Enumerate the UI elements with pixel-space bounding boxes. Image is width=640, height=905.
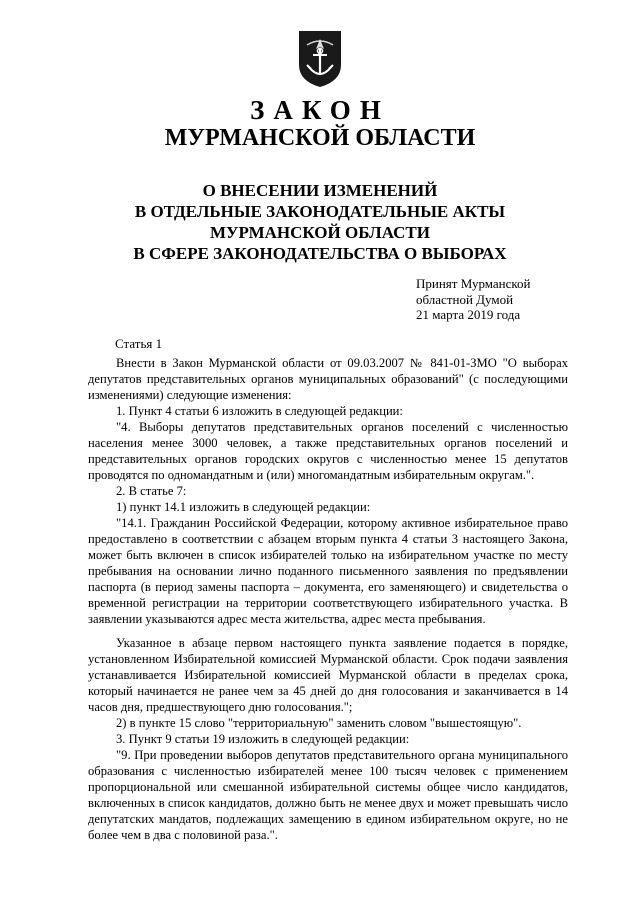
paragraph: Указанное в абзаце первом настоящего пункта заявление подается в порядке, установленном Избирательной комиссией Мурманской области. Срок подачи заявления устанавливается Избирательной комиссией Мурманской области в пределах срока, который начинается не ранее чем за 45 дней до дня голосования и заканчивается в 14 часов дня, предшествующего дню голосования."; xyxy=(88,636,568,714)
amendment-title-line: В ОТДЕЛЬНЫЕ ЗАКОНОДАТЕЛЬНЫЕ АКТЫ xyxy=(134,202,506,221)
adoption-date: 21 марта 2019 года xyxy=(416,307,521,322)
paragraph: 2) в пункте 15 слово "территориальную" заменить словом "вышестоящую". xyxy=(116,716,522,730)
law-title: ЗАКОН xyxy=(250,95,390,125)
coat-of-arms-emblem xyxy=(295,27,345,89)
paragraph: "4. Выборы депутатов представительных органов поселений с численностью населения менее 3000 человек, а также представительных органов поселений и представительных органов городских округов с численностью менее 15 депутатов проводятся по одномандатным и (или) многомандатным избирательным округам.". xyxy=(88,420,568,482)
amendment-title-line: О ВНЕСЕНИИ ИЗМЕНЕНИЙ xyxy=(202,181,438,200)
paragraph: "14.1. Гражданин Российской Федерации, которому активное избирательное право предоставлено в соответствии с абзацем вторым пункта 4 статьи 3 настоящего Закона, может быть включен в список избирателей только на избирательном участке по месту пребывания на основании лично поданного письменного заявления по предъявлении паспорта (в период замены паспорта – документа, его заменяющего) и свидетельства о временной регистрации на территории соответствующего избирательного участка. В заявлении указываются адрес места жительства, адрес места пребывания. xyxy=(88,516,568,626)
article-body xyxy=(88,355,568,843)
paragraph: 1. Пункт 4 статьи 6 изложить в следующей редакции: xyxy=(116,404,403,418)
adoption-info xyxy=(416,276,531,323)
article-heading: Статья 1 xyxy=(115,336,163,351)
amendment-title-line: В СФЕРЕ ЗАКОНОДАТЕЛЬСТВА О ВЫБОРАХ xyxy=(133,244,507,263)
paragraph: 1) пункт 14.1 изложить в следующей редакции: xyxy=(116,500,371,514)
paragraph: "9. При проведении выборов депутатов представительного органа муниципального образования с численностью избирателей менее 100 тысяч человек с применением пропорциональной или смешанной избирательной системы общее число кандидатов, включенных в список кандидатов, должно быть не менее двух и может превышать число депутатских мандатов, подлежащих замещению в едином избирательном округе, но не более чем в два с половиной раза.". xyxy=(88,748,568,842)
adoption-line: областной Думой xyxy=(416,291,514,307)
adoption-line: Принят Мурманской xyxy=(416,276,531,291)
amendment-title xyxy=(0,180,640,264)
paragraph: 3. Пункт 9 статьи 19 изложить в следующей редакции: xyxy=(116,732,410,746)
paragraph: 2. В статье 7: xyxy=(116,484,187,498)
amendment-title-line: МУРМАНСКОЙ ОБЛАСТИ xyxy=(210,223,430,242)
paragraph: Внести в Закон Мурманской области от 09.03.2007 № 841-01-ЗМО "О выборах депутатов представительных органов муниципальных образований" (с последующими изменениями) следующие изменения: xyxy=(88,356,568,402)
law-region-title: МУРМАНСКОЙ ОБЛАСТИ xyxy=(164,125,476,151)
